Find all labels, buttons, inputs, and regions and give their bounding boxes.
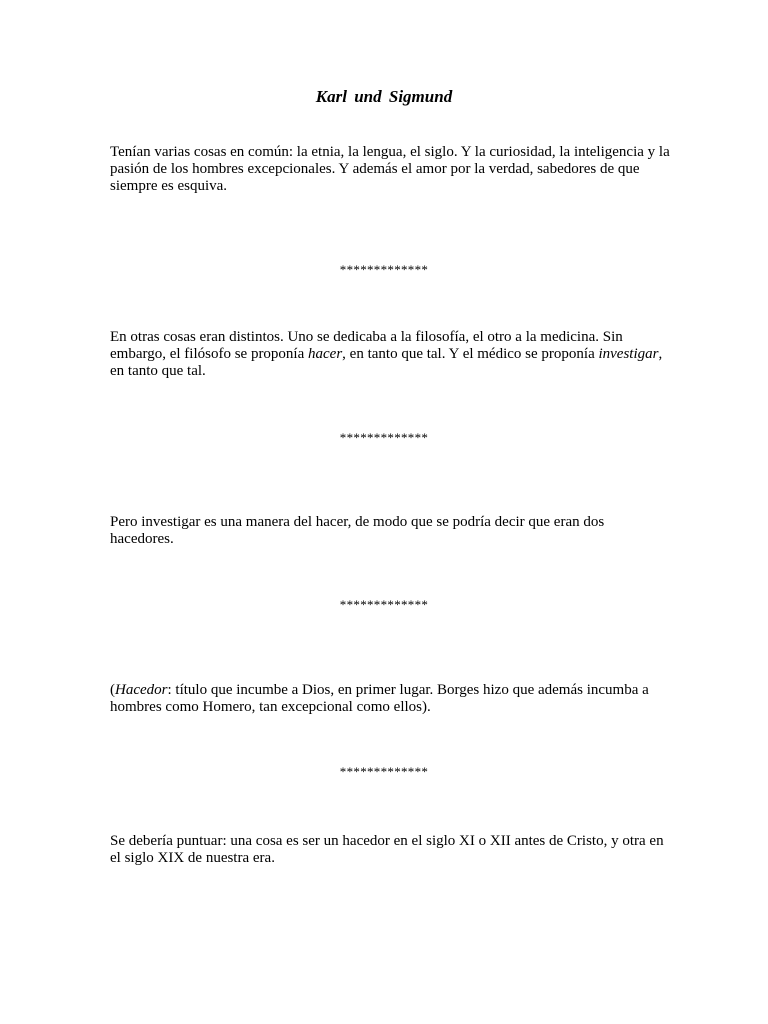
paragraph-2-text-a: En otras cosas eran distintos. Uno se dedicaba a la filosofía, el otro a la medicina. Sin embargo, el filósofo se proponía bbox=[110, 329, 623, 362]
separator-1: ************* bbox=[339, 262, 429, 277]
emphasis-investigar: investigar bbox=[598, 346, 659, 362]
paragraph-2 bbox=[110, 329, 670, 380]
page-title: Karl und Sigmund bbox=[315, 87, 453, 106]
emphasis-hacedor: Hacedor bbox=[115, 682, 168, 698]
paragraph-2-text-c: , en tanto que tal. Y el médico se proponía bbox=[342, 346, 599, 362]
paragraph-2-text-e: , en tanto que tal. bbox=[110, 346, 663, 379]
separator-4: ************* bbox=[339, 764, 429, 779]
paragraph-4 bbox=[110, 682, 670, 716]
paragraph-5: Se debería puntuar: una cosa es ser un hacedor en el siglo XI o XII antes de Cristo, y otra en el siglo XIX de nuestra era. bbox=[110, 833, 664, 866]
paragraph-4-text-a: ( bbox=[110, 682, 115, 698]
paragraph-1: Tenían varias cosas en común: la etnia, la lengua, el siglo. Y la curiosidad, la inteligencia y la pasión de los hombres excepcionales. Y además el amor por la verdad, sabedores de que siempre es esquiva. bbox=[110, 144, 670, 194]
separator-2: ************* bbox=[339, 430, 429, 445]
paragraph-3: Pero investigar es una manera del hacer, de modo que se podría decir que eran dos hacedores. bbox=[110, 514, 605, 547]
emphasis-hacer: hacer bbox=[308, 346, 343, 362]
paragraph-4-text-c: : título que incumbe a Dios, en primer lugar. Borges hizo que además incumba a hombres como Homero, tan excepcional como ellos). bbox=[110, 682, 649, 715]
separator-3: ************* bbox=[339, 597, 429, 612]
